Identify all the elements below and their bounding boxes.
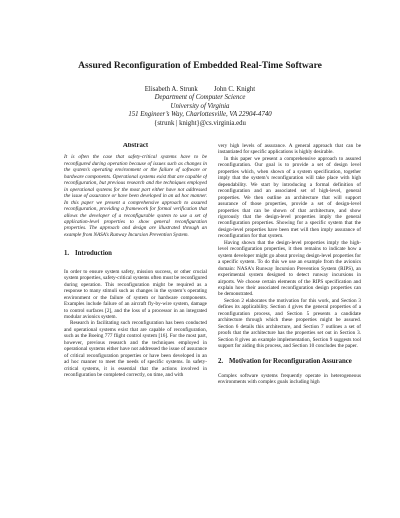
intro-paragraph: Having shown that the design-level properties imply the high-level reconfiguration properties, it then remains to indicate how a system developer might go about proving design-level properties for a specific system. To do this we use an example from the avionics domain: NASA’s Runway Incursion Prevention System (RIPS), an experimental system designed to detect runway incursions in airports. We choose certain elements of the RIPS specification and explain how their associated reconfiguration design properties can be demonstrated. [218,239,361,298]
author-names [0,86,400,94]
abstract-heading: Abstract [122,143,149,149]
intro-paragraph: Section 2 elaborates the motivation for this work, and Section 3 defines its applicability. Section 4 gives the general properties of a reconfiguration process, and Section 5 presents a candidate architecture through which these properties might be assured. Section 6 details this architecture, and Section 7 outlines a set of proofs that the architecture has the properties set out in Section 3. Section 8 gives an example implementation, Section 9 suggests tool support for aiding this process, and Section 10 concludes the paper. [218,297,361,350]
section-2-heading [218,359,361,365]
section-1-number: 1. [64,250,70,258]
section-2-number: 2. [218,357,224,365]
author-department: Department of Computer Science [154,94,246,102]
intro-paragraph: In order to ensure system safety, mission success, or other crucial system properties, safety-critical systems often must be reconfigured during operation. This reconfiguration might be required as a response to many stimuli such as changes in the system’s operating environment or the failure of system or hardware components. Examples include failure of an aircraft fly-by-wire system, damage to control surfaces [2], and the loss of a processor in an integrated modular avionics system. [64,268,207,320]
author-block [0,86,400,128]
author-strunk: Elisabeth A. Strunk [144,86,198,93]
right-column [218,143,361,513]
paper-title: Assured Reconfiguration of Embedded Real-Time Software [78,60,322,71]
section-1-heading [64,251,207,257]
section-1-title: Introduction [75,250,112,258]
motivation-paragraph: Complex software systems frequently operate in heterogeneous environments with complex goals including high [218,372,361,386]
intro-paragraph: Research in facilitating such reconfiguration has been conducted and operational systems exist that are capable of reconfiguration, such as the Boeing 777 flight control system [16]. For the most part, however, previous research and the techniques employed in operational systems either have not addressed the issue of assurance of critical reconfiguration properties or have been developed in an ad hoc manner to meet the needs of specific systems. In safety-critical systems, it is essential that the actions involved in reconfiguration be completed correctly, on time, and with [64,320,207,379]
section-2-title: Motivation for Reconfiguration Assurance [229,357,352,365]
intro-continuation: very high levels of assurance. A general approach that can be instantiated for specific applications is highly desirable. [218,143,361,156]
author-knight: John C. Knight [213,86,256,93]
left-column [64,143,207,513]
author-university: University of Virginia [170,102,230,110]
author-email: {strunk | knight}@cs.virginia.edu [154,119,246,127]
author-address: 151 Engineer’s Way, Charlottesville, VA 22904-4740 [128,111,272,119]
abstract-text: It is often the case that safety-critical systems have to be reconfigured during operation because of issues such as changes in the system’s operating environment or the failure of software or hardware components. Operational systems exist that are capable of reconfiguration, but previous research and the techniques employed in operational systems for the most part either have not addressed the issue of assurance or have been developed in an ad hoc manner. In this paper we present a comprehensive approach to assured reconfiguration, providing a framework for formal verification that allows the developer of a reconfigurable system to use a set of application-level properties to show general reconfiguration properties. The approach and design are illustrated through an example from NASA’s Runway Incursion Prevention System. [64,154,207,238]
intro-paragraph: In this paper we present a comprehensive approach to assured reconfiguration. Our goal is to provide a set of design level properties which, when shown of a system specification, together imply that the system’s reconfiguration will take place with high dependability. We start by introducing a formal definition of reconfiguration and an associated set of high-level, general properties. We then outline an architecture that will support assurance of those properties, provide a set of design-level properties that can be shown of that architecture, and show rigorously that the design-level properties imply the general reconfiguration properties. Showing for a specific system that the design-level properties have been met will then imply assurance of reconfiguration for that system. [218,155,361,240]
